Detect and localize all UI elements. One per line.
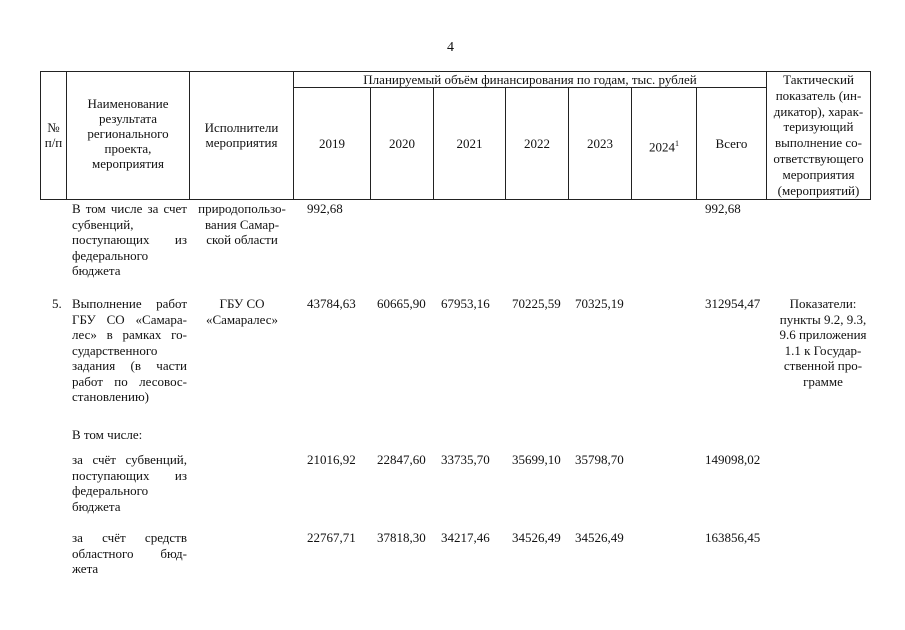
row-4-total: 163856,45 <box>705 530 761 545</box>
header-funding-group: Планируемый объём финансирования по годам, тыс. рублей <box>363 72 697 87</box>
row-3-value-2019: 21016,92 <box>307 452 356 467</box>
row-1-name: Выполнение работ ГБУ СО «Самара-лес» в рамках го-сударственного задания (в части работ по лесовос-становлению) <box>72 296 187 404</box>
row-4-value-2023: 34526,49 <box>575 530 624 545</box>
row-4-name: за счёт средств областного бюд-жета <box>72 530 187 576</box>
row-3-name: за счёт субвенций, поступающих из федерального бюджета <box>72 452 187 514</box>
header-year-2022: 2022 <box>524 136 550 151</box>
row-1-value-2019: 43784,63 <box>307 296 356 311</box>
row-0-name: В том числе за счет субвенций, поступающих из федерального бюджета <box>72 201 187 278</box>
header-name: Наименование результата регионального проекта, мероприятия <box>87 96 169 171</box>
row-0-total: 992,68 <box>705 201 741 216</box>
row-1-value-2022: 70225,59 <box>512 296 561 311</box>
footnote-marker: 1 <box>675 139 679 148</box>
row-1-total: 312954,47 <box>705 296 761 311</box>
row-4-value-2022: 34526,49 <box>512 530 561 545</box>
row-4-value-2020: 37818,30 <box>377 530 426 545</box>
row-1-executor: ГБУ СО «Самаралес» <box>205 296 279 327</box>
row-1-value-2023: 70325,19 <box>575 296 624 311</box>
header-executors: Исполнители мероприятия <box>204 120 279 150</box>
header-year-2021: 2021 <box>456 136 483 151</box>
row-0-value-2019: 992,68 <box>307 201 343 216</box>
row-1-indicator: Показатели: пункты 9.2, 9.3, 9.6 приложения 1.1 к Государ- ственной про- грамме <box>779 296 867 389</box>
row-3-total: 149098,02 <box>705 452 761 467</box>
header-year-2020: 2020 <box>389 136 415 151</box>
row-0-executor: природопользо- вания Самар- ской области <box>198 201 286 247</box>
row-4-value-2019: 22767,71 <box>307 530 356 545</box>
header-year-2024: 2024$^1$ <box>649 139 679 155</box>
row-1-num: 5. <box>52 296 62 311</box>
header-indicator: Тактический показатель (ин- дикатор), харак- теризующий выполнение со- ответствующего мероприятия (мероприятий) <box>773 72 864 198</box>
row-2-name: В том числе: <box>72 427 143 442</box>
header-year-2019: 2019 <box>319 136 345 151</box>
row-4-value-2021: 34217,46 <box>441 530 490 545</box>
row-3-value-2023: 35798,70 <box>575 452 624 467</box>
row-3-value-2022: 35699,10 <box>512 452 561 467</box>
header-num: № п/п <box>44 120 63 150</box>
header-year-2023: 2023 <box>587 136 613 151</box>
row-3-value-2020: 22847,60 <box>377 452 426 467</box>
row-1-value-2021: 67953,16 <box>441 296 490 311</box>
header-total: Всего <box>715 136 748 151</box>
row-1-value-2020: 60665,90 <box>377 296 426 311</box>
row-3-value-2021: 33735,70 <box>441 452 490 467</box>
page-number: 4 <box>447 40 454 55</box>
